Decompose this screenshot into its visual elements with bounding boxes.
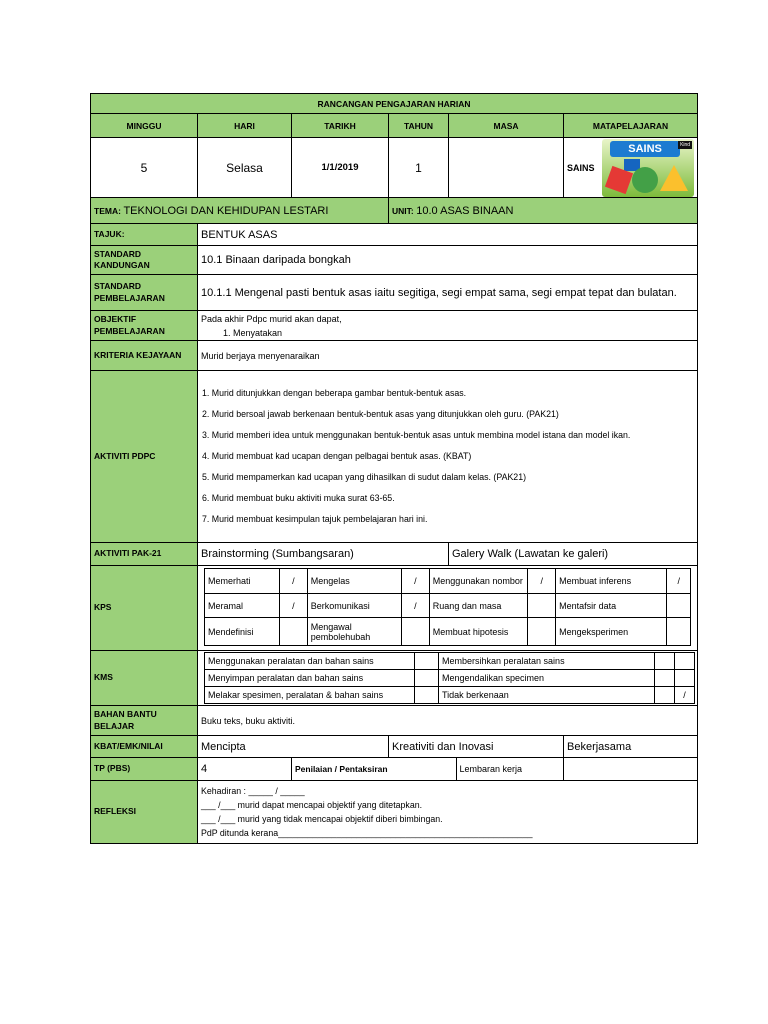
tarikh-value: 1/1/2019 — [292, 138, 389, 198]
tajuk-label: TAJUK: — [91, 224, 198, 246]
refleksi-label: REFLEKSI — [91, 781, 198, 844]
green-ball-shape — [632, 167, 658, 193]
tp-empty-cell — [564, 758, 698, 781]
standard-kandungan-label: STANDARD KANDUNGAN — [91, 246, 198, 275]
kps-checkbox[interactable] — [667, 594, 691, 618]
aktiviti-item: 7. Murid membuat kesimpulan tajuk pembelajaran hari ini. — [202, 514, 428, 524]
minggu-value: 5 — [91, 138, 198, 198]
bahan-label: BAHAN BANTU BELAJAR — [91, 706, 198, 736]
tp-value: 4 — [198, 758, 292, 781]
kms-cell — [198, 651, 698, 706]
tahun-value: 1 — [389, 138, 449, 198]
rph-table — [90, 93, 698, 844]
unit-cell — [389, 198, 698, 224]
kriteria-label: KRITERIA KEJAYAAN — [91, 341, 198, 371]
aktiviti-item: 5. Murid mempamerkan kad ucapan yang dihasilkan di sudut dalam kelas. (PAK21) — [202, 472, 527, 482]
kps-item: Mentafsir data — [556, 594, 667, 618]
kps-item: Ruang dan masa — [429, 594, 528, 618]
header-tarikh: TARIKH — [292, 114, 389, 138]
pak21-label: AKTIVITI PAK-21 — [91, 543, 198, 566]
aktiviti-item: 4. Murid membuat kad ucapan dengan pelbagai bentuk asas. (KBAT) — [202, 451, 472, 461]
kps-checkbox[interactable] — [401, 618, 429, 646]
kms-checkbox[interactable] — [655, 653, 675, 670]
penilaian-grid — [292, 758, 563, 780]
refleksi-cell — [198, 781, 698, 844]
kps-checkbox[interactable]: / — [667, 569, 691, 594]
kps-item: Menggunakan nombor — [429, 569, 528, 594]
penilaian-label: Penilaian / Pentaksiran — [292, 758, 456, 780]
kps-item: Meramal — [205, 594, 280, 618]
kbat-label: KBAT/EMK/NILAI — [91, 736, 198, 758]
tema-value: TEKNOLOGI DAN KEHIDUPAN LESTARI — [123, 204, 329, 217]
header-tahun: TAHUN — [389, 114, 449, 138]
kms-item: Tidak berkenaan — [439, 687, 655, 704]
tp-label: TP (PBS) — [91, 758, 198, 781]
kps-grid — [204, 568, 691, 646]
textbook-cover-image — [602, 139, 694, 197]
kps-item: Membuat inferens — [556, 569, 667, 594]
pak21-item-1: Brainstorming (Sumbangsaran) — [198, 543, 449, 566]
yellow-triangle-shape — [660, 165, 688, 191]
kps-item: Mengawal pembolehubah — [307, 618, 401, 646]
kms-checkbox[interactable] — [655, 670, 675, 687]
kms-checkbox-extra[interactable] — [675, 670, 695, 687]
header-minggu: MINGGU — [91, 114, 198, 138]
aktiviti-list — [198, 371, 698, 543]
kms-item: Melakar spesimen, peralatan & bahan sains — [205, 687, 415, 704]
kps-checkbox[interactable]: / — [279, 569, 307, 594]
kps-item: Memerhati — [205, 569, 280, 594]
tema-label: TEMA: — [94, 205, 121, 216]
kps-checkbox[interactable] — [528, 618, 556, 646]
kms-checkbox[interactable] — [415, 653, 439, 670]
kms-label: KMS — [91, 651, 198, 706]
kps-checkbox[interactable]: / — [528, 569, 556, 594]
standard-pembelajaran-value: 10.1.1 Mengenal pasti bentuk asas iaitu segitiga, segi empat sama, segi empat tepat dan bulatan. — [198, 275, 698, 311]
kms-checkbox-extra[interactable] — [675, 653, 695, 670]
tema-cell — [91, 198, 389, 224]
kriteria-value: Murid berjaya menyenaraikan — [198, 341, 698, 371]
kps-checkbox[interactable]: / — [279, 594, 307, 618]
unit-value: 10.0 ASAS BINAAN — [416, 204, 514, 217]
objektif-cell — [198, 311, 698, 341]
objektif-line-1: Pada akhir Pdpc murid akan dapat, — [201, 313, 342, 324]
book-title: SAINS — [610, 141, 680, 157]
kps-checkbox[interactable] — [667, 618, 691, 646]
aktiviti-item: 2. Murid bersoal jawab berkenaan bentuk-bentuk asas yang ditunjukkan oleh guru. (PAK21) — [202, 409, 559, 419]
kps-item: Mendefinisi — [205, 618, 280, 646]
bahan-value: Buku teks, buku aktiviti. — [198, 706, 698, 736]
kbat-value-2: Kreativiti dan Inovasi — [389, 736, 564, 758]
objektif-label: OBJEKTIF PEMBELAJARAN — [91, 311, 198, 341]
unit-label: UNIT: — [392, 205, 414, 216]
subject-cell — [564, 138, 698, 198]
penilaian-cell — [292, 758, 564, 781]
refleksi-line[interactable]: PdP ditunda kerana____________________________________________________ — [201, 828, 533, 838]
kms-checkbox[interactable] — [415, 670, 439, 687]
kps-label: KPS — [91, 566, 198, 651]
kaedah-value: Lembaran kerja — [459, 764, 523, 774]
kps-item: Berkomunikasi — [307, 594, 401, 618]
objektif-line-2: 1. Menyatakan — [223, 327, 283, 338]
subject-value: SAINS — [567, 162, 595, 173]
kms-grid — [204, 652, 695, 704]
book-tag: Kind — [680, 141, 691, 148]
hari-value: Selasa — [198, 138, 292, 198]
kps-item: Membuat hipotesis — [429, 618, 528, 646]
page-title: RANCANGAN PENGAJARAN HARIAN — [91, 94, 698, 114]
header-hari: HARI — [198, 114, 292, 138]
masa-value — [449, 138, 564, 198]
standard-kandungan-value: 10.1 Binaan daripada bongkah — [198, 246, 698, 275]
tajuk-value: BENTUK ASAS — [198, 224, 698, 246]
kps-checkbox[interactable] — [528, 594, 556, 618]
kbat-value-3: Bekerjasama — [564, 736, 698, 758]
kms-checkbox-extra[interactable] — [655, 687, 675, 704]
kbat-value-1: Mencipta — [198, 736, 389, 758]
kps-item: Mengelas — [307, 569, 401, 594]
refleksi-line[interactable]: ___ /___ murid yang tidak mencapai objektif diberi bimbingan. — [201, 814, 443, 824]
kms-item: Menyimpan peralatan dan bahan sains — [205, 670, 415, 687]
kps-checkbox[interactable] — [279, 618, 307, 646]
header-matapelajaran: MATAPELAJARAN — [564, 114, 698, 138]
aktiviti-item: 1. Murid ditunjukkan dengan beberapa gambar bentuk-bentuk asas. — [202, 388, 467, 398]
kms-checkbox[interactable] — [415, 687, 439, 704]
kps-checkbox[interactable]: / — [401, 569, 429, 594]
pak21-item-2: Galery Walk (Lawatan ke galeri) — [449, 543, 698, 566]
kms-item: Menggunakan peralatan dan bahan sains — [205, 653, 415, 670]
rph-document — [90, 93, 697, 844]
kms-item: Membersihkan peralatan sains — [439, 653, 655, 670]
aktiviti-item: 6. Murid membuat buku aktiviti muka surat 63-65. — [202, 493, 395, 503]
header-masa: MASA — [449, 114, 564, 138]
refleksi-line[interactable]: Kehadiran : _____ / _____ — [201, 786, 305, 796]
kps-checkbox[interactable]: / — [401, 594, 429, 618]
kps-cell — [198, 566, 698, 651]
kms-checkbox[interactable]: / — [675, 687, 695, 704]
refleksi-line[interactable]: ___ /___ murid dapat mencapai objektif yang ditetapkan. — [201, 800, 423, 810]
aktiviti-item: 3. Murid memberi idea untuk menggunakan bentuk-bentuk asas untuk membina model istana dan model ikan. — [202, 430, 631, 440]
standard-pembelajaran-label: STANDARD PEMBELAJARAN — [91, 275, 198, 311]
kps-item: Mengeksperimen — [556, 618, 667, 646]
aktiviti-label: AKTIVITI PDPC — [91, 371, 198, 543]
kms-item: Mengendalikan specimen — [439, 670, 655, 687]
